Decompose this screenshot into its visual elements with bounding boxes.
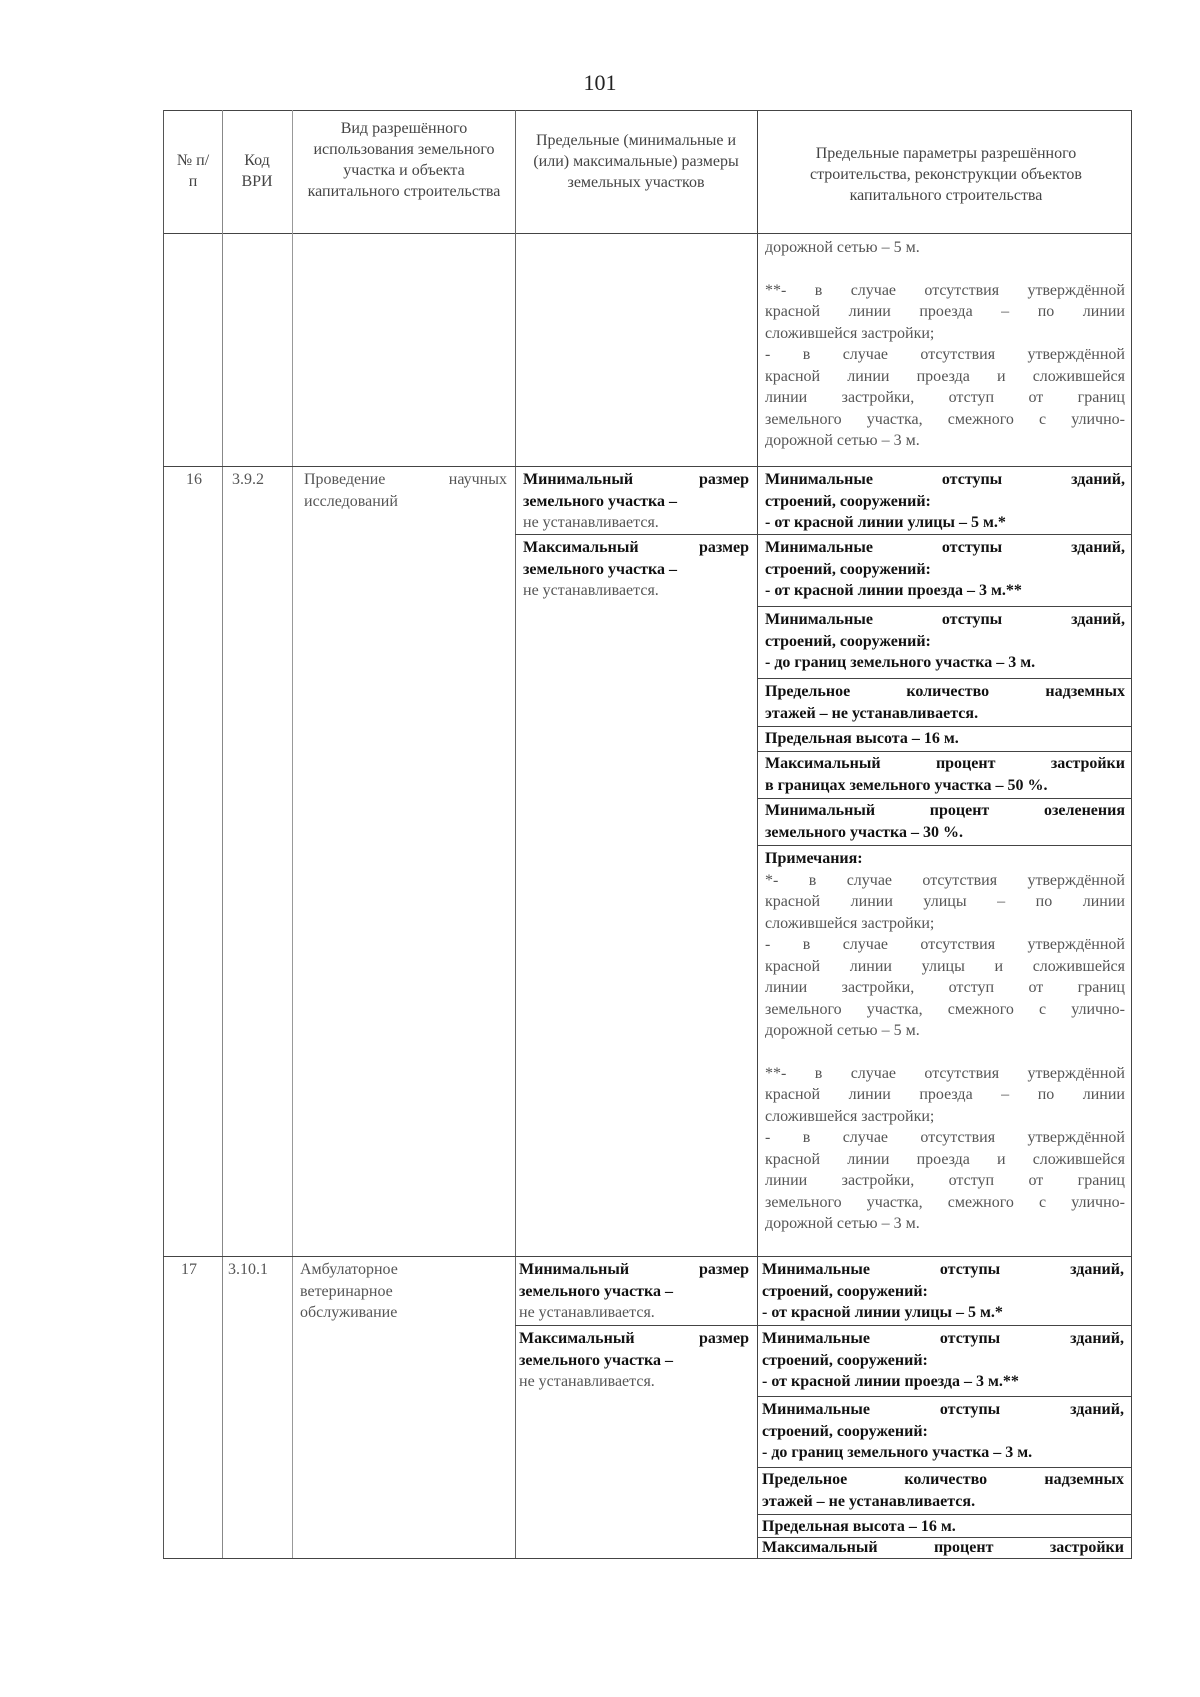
r17-param-divider-1 bbox=[757, 1325, 1131, 1326]
r16-param-setback-street bbox=[765, 469, 1125, 534]
row-divider-17 bbox=[163, 1256, 1131, 1257]
cont-line: - в случае отсутствия утверждённой bbox=[765, 346, 1125, 363]
r16-param-floors bbox=[765, 681, 1125, 724]
r16-min-size bbox=[523, 469, 749, 534]
r16-param-divider-2 bbox=[757, 606, 1131, 607]
col-line-2 bbox=[292, 110, 293, 1559]
r16-param-setback-boundary bbox=[765, 609, 1125, 674]
param-line: Максимальный процент застройки bbox=[765, 755, 1125, 772]
r17-max-size bbox=[519, 1328, 749, 1393]
r17-use-line: ветеринарное bbox=[300, 1282, 393, 1300]
r17-use-type bbox=[300, 1259, 507, 1324]
col-line-3 bbox=[515, 110, 516, 1559]
r16-param-setback-driveway bbox=[765, 537, 1125, 602]
r17-use-line: обслуживание bbox=[300, 1304, 398, 1321]
cont-line: дорожной сетью – 3 м. bbox=[765, 432, 920, 449]
param-line: строений, сооружений: bbox=[762, 1351, 928, 1369]
r16-min-line: Минимальный размер bbox=[523, 471, 749, 488]
note-line: красной линии улицы и сложившейся bbox=[765, 957, 1125, 975]
param-line: - от красной линии улицы – 5 м.* bbox=[762, 1304, 1003, 1321]
param-line: Минимальные отступы зданий, bbox=[765, 471, 1125, 488]
header-number: № п/п bbox=[176, 152, 210, 190]
r17-size-divider bbox=[515, 1325, 757, 1326]
note-line: *- в случае отсутствия утверждённой bbox=[765, 871, 1125, 889]
r17-param-height bbox=[762, 1516, 1124, 1538]
param-line: - до границ земельного участка – 3 м. bbox=[762, 1444, 1033, 1461]
r16-param-height bbox=[765, 728, 1125, 750]
r16-param-coverage bbox=[765, 753, 1125, 796]
r16-max-line: земельного участка – bbox=[523, 560, 678, 578]
param-line: строений, сооружений: bbox=[765, 632, 931, 650]
note-line: дорожной сетью – 3 м. bbox=[765, 1215, 920, 1232]
r17-min-size bbox=[519, 1259, 749, 1324]
param-line: строений, сооружений: bbox=[762, 1422, 928, 1440]
param-line: Предельное количество надземных bbox=[765, 683, 1125, 700]
cont-line: дорожной сетью – 5 м. bbox=[765, 239, 920, 256]
r16-code: 3.9.2 bbox=[232, 471, 264, 488]
note-line: дорожной сетью – 5 м. bbox=[765, 1022, 920, 1039]
param-line: Минимальные отступы зданий, bbox=[762, 1401, 1124, 1418]
header-divider bbox=[163, 233, 1131, 234]
r16-param-divider-3 bbox=[757, 678, 1131, 679]
param-line: Минимальные отступы зданий, bbox=[765, 611, 1125, 628]
col-line-left bbox=[163, 110, 164, 1559]
r16-notes bbox=[765, 848, 1125, 1235]
param-line: Предельная высота – 16 м. bbox=[765, 730, 959, 747]
note-line: линии застройки, отступ от границ bbox=[765, 1172, 1125, 1189]
param-line: строений, сооружений: bbox=[765, 492, 931, 510]
col-line-4 bbox=[757, 110, 758, 1559]
r16-size-divider bbox=[515, 534, 757, 535]
r17-param-coverage bbox=[762, 1537, 1124, 1559]
header-use-type: Вид разрешённого использования земельного участка и объекта капитального строительства bbox=[307, 120, 501, 200]
r17-use-line: Амбулаторное bbox=[300, 1261, 398, 1278]
r16-max-size bbox=[523, 537, 749, 602]
param-line: Предельное количество надземных bbox=[762, 1471, 1124, 1488]
header-plot-size: Предельные (минимальные и (или) максимальные) размеры земельных участков bbox=[533, 132, 739, 191]
note-line: красной линии проезда и сложившейся bbox=[765, 1150, 1125, 1168]
r16-param-divider-5 bbox=[757, 751, 1131, 752]
param-line: строений, сооружений: bbox=[762, 1282, 928, 1300]
r16-use-line: Проведение научных bbox=[304, 471, 507, 488]
param-line: Минимальный процент озеленения bbox=[765, 802, 1125, 819]
r17-param-setback-boundary bbox=[762, 1399, 1124, 1464]
param-line: Максимальный процент застройки bbox=[762, 1539, 1124, 1556]
param-line: - от красной линии проезда – 3 м.** bbox=[762, 1373, 1019, 1390]
cont-gap bbox=[765, 259, 1125, 280]
param-line: - от красной линии улицы – 5 м.* bbox=[765, 514, 1006, 531]
notes-title: Примечания: bbox=[765, 850, 863, 867]
table-border-top bbox=[163, 110, 1131, 111]
r16-min-line: не устанавливается. bbox=[523, 514, 659, 531]
note-line: - в случае отсутствия утверждённой bbox=[765, 1129, 1125, 1146]
r16-max-line: не устанавливается. bbox=[523, 582, 659, 599]
param-line: Предельная высота – 16 м. bbox=[762, 1518, 956, 1535]
r17-param-divider-4 bbox=[757, 1514, 1131, 1515]
note-line: сложившейся застройки; bbox=[765, 1107, 935, 1125]
r17-min-line: не устанавливается. bbox=[519, 1304, 655, 1321]
r17-param-divider-3 bbox=[757, 1467, 1131, 1468]
note-line: красной линии улицы – по линии bbox=[765, 893, 1125, 910]
param-line: строений, сооружений: bbox=[765, 560, 931, 578]
row-divider-16 bbox=[163, 466, 1131, 467]
cont-line: земельного участка, смежного с улично- bbox=[765, 410, 1125, 428]
note-line: - в случае отсутствия утверждённой bbox=[765, 936, 1125, 953]
note-line: земельного участка, смежного с улично- bbox=[765, 1193, 1125, 1211]
header-code: Код ВРИ bbox=[241, 152, 273, 190]
r17-param-setback-driveway bbox=[762, 1328, 1124, 1393]
col-line-right bbox=[1131, 110, 1132, 1559]
r17-min-line: земельного участка – bbox=[519, 1282, 674, 1300]
r16-param-divider-4 bbox=[757, 726, 1131, 727]
r16-param-divider-7 bbox=[757, 845, 1131, 846]
r17-max-line: земельного участка – bbox=[519, 1351, 674, 1369]
param-line: в границах земельного участка – 50 %. bbox=[765, 776, 1048, 794]
r16-param-greenery bbox=[765, 800, 1125, 843]
col-line-1 bbox=[222, 110, 223, 1559]
note-gap bbox=[765, 1042, 1125, 1063]
r17-number: 17 bbox=[181, 1261, 197, 1278]
param-line: Минимальные отступы зданий, bbox=[762, 1261, 1124, 1278]
continuation-notes bbox=[765, 237, 1125, 452]
r17-min-line: Минимальный размер bbox=[519, 1261, 749, 1278]
r17-max-line: Максимальный размер bbox=[519, 1330, 749, 1347]
r16-min-line: земельного участка – bbox=[523, 492, 678, 510]
param-line: Минимальные отступы зданий, bbox=[765, 539, 1125, 556]
param-line: земельного участка – 30 %. bbox=[765, 823, 964, 841]
note-line: сложившейся застройки; bbox=[765, 914, 935, 932]
note-line: линии застройки, отступ от границ bbox=[765, 979, 1125, 996]
cont-line: красной линии проезда и сложившейся bbox=[765, 367, 1125, 385]
param-line: - от красной линии проезда – 3 м.** bbox=[765, 582, 1022, 599]
r17-max-line: не устанавливается. bbox=[519, 1373, 655, 1390]
header-build-params: Предельные параметры разрешённого строительства, реконструкции объектов капитального строительства bbox=[810, 145, 1082, 204]
r17-param-divider-2 bbox=[757, 1396, 1131, 1397]
param-line: - до границ земельного участка – 3 м. bbox=[765, 654, 1036, 671]
cont-line: **- в случае отсутствия утверждённой bbox=[765, 281, 1125, 299]
param-line: этажей – не устанавливается. bbox=[765, 704, 979, 722]
r16-use-line: исследований bbox=[304, 492, 398, 510]
r16-number: 16 bbox=[186, 471, 202, 488]
note-line: земельного участка, смежного с улично- bbox=[765, 1000, 1125, 1018]
note-line: **- в случае отсутствия утверждённой bbox=[765, 1064, 1125, 1082]
r17-param-setback-street bbox=[762, 1259, 1124, 1324]
r16-use-type bbox=[304, 469, 507, 512]
param-line: этажей – не устанавливается. bbox=[762, 1492, 976, 1510]
r16-param-divider-1 bbox=[757, 534, 1131, 535]
r17-param-floors bbox=[762, 1469, 1124, 1512]
page-number: 101 bbox=[583, 70, 617, 95]
r17-code: 3.10.1 bbox=[228, 1261, 268, 1278]
cont-line: красной линии проезда – по линии bbox=[765, 303, 1125, 320]
cont-line: линии застройки, отступ от границ bbox=[765, 389, 1125, 406]
r16-param-divider-6 bbox=[757, 798, 1131, 799]
r16-max-line: Максимальный размер bbox=[523, 539, 749, 556]
note-line: красной линии проезда – по линии bbox=[765, 1086, 1125, 1103]
cont-line: сложившейся застройки; bbox=[765, 324, 935, 342]
param-line: Минимальные отступы зданий, bbox=[762, 1330, 1124, 1347]
